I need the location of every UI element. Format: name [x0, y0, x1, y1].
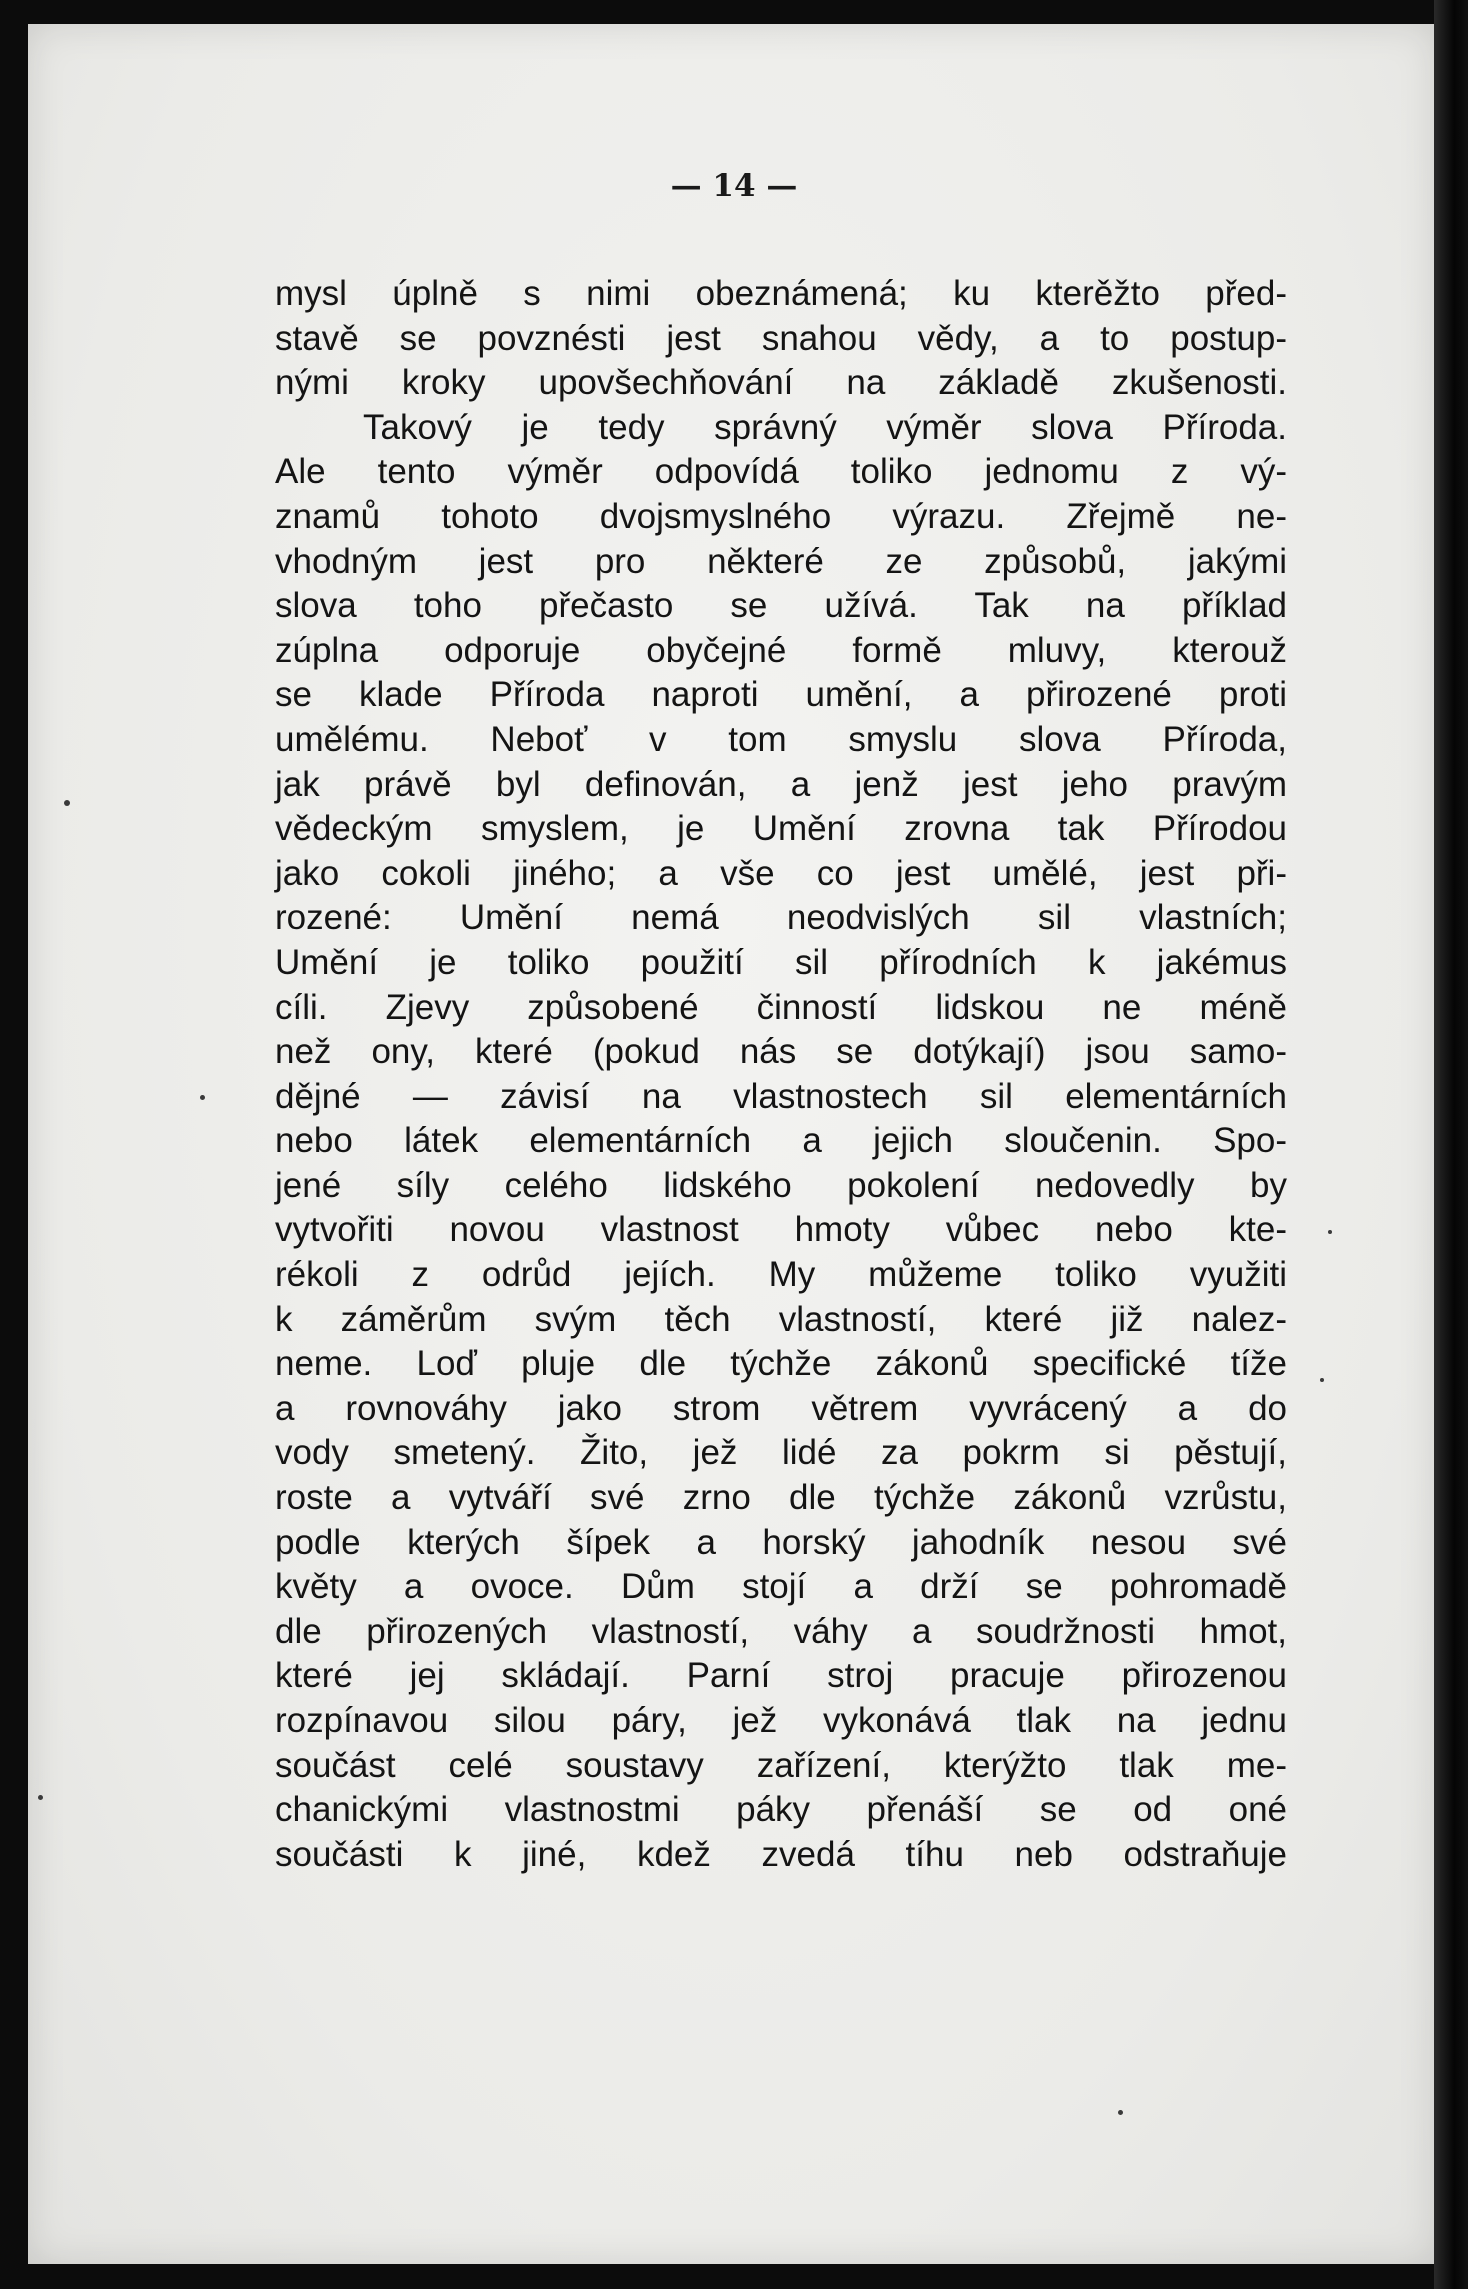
- text-line: součásti k jiné, kdež zvedá tíhu neb odstraňuje: [275, 1834, 1287, 1874]
- paper-speck: [64, 800, 70, 806]
- paper-speck: [1328, 1230, 1332, 1234]
- text-line: umělému. Neboť v tom smyslu slova Příroda,: [275, 719, 1287, 759]
- text-line: mysl úplně s nimi obeznámená; ku kterěžto před-: [275, 274, 1287, 313]
- paper-speck: [1320, 1378, 1324, 1382]
- binding-edge: [1434, 0, 1468, 2289]
- paper-speck: [38, 1795, 43, 1800]
- page-number: — 14 —: [670, 168, 798, 204]
- text-line: zúplna odporuje obyčejné formě mluvy, kterouž: [275, 630, 1287, 670]
- text-line: které jej skládají. Parní stroj pracuje přirozenou: [275, 1656, 1287, 1696]
- text-line: neme. Loď pluje dle týchže zákonů specifické tíže: [275, 1344, 1287, 1384]
- text-line: jako cokoli jiného; a vše co jest umělé, jest při-: [275, 853, 1287, 893]
- body-text: [275, 272, 1287, 1877]
- text-line: chanickými vlastnostmi páky přenáší se od oné: [275, 1790, 1287, 1830]
- text-line: roste a vytváří své zrno dle týchže zákonů vzrůstu,: [275, 1478, 1287, 1518]
- text-line: slova toho přečasto se užívá. Tak na příklad: [275, 586, 1287, 626]
- text-line: Umění je toliko použití sil přírodních k jakémus: [275, 942, 1287, 982]
- text-line: jak právě byl definován, a jenž jest jeho pravým: [275, 764, 1287, 804]
- text-line: vědeckým smyslem, je Umění zrovna tak Přírodou: [275, 809, 1287, 849]
- text-line: vytvořiti novou vlastnost hmoty vůbec nebo kte-: [275, 1210, 1287, 1250]
- paper-speck: [200, 1095, 205, 1100]
- text-line: Takový je tedy správný výměr slova Příroda.: [363, 407, 1287, 447]
- text-line: dle přirozených vlastností, váhy a soudržnosti hmot,: [275, 1611, 1287, 1651]
- text-line: rozpínavou silou páry, jež vykonává tlak na jednu: [275, 1701, 1287, 1740]
- text-line: Ale tento výměr odpovídá toliko jednomu z vý-: [275, 452, 1287, 492]
- text-line: jené síly celého lidského pokolení nedovedly by: [275, 1165, 1287, 1205]
- paper-speck: [1118, 2110, 1123, 2115]
- text-line: dějné — závisí na vlastnostech sil elementárních: [275, 1076, 1287, 1116]
- text-line: nými kroky upovšechňování na základě zkušenosti.: [275, 363, 1287, 403]
- text-line: stavě se povznésti jest snahou vědy, a to postup-: [275, 318, 1287, 358]
- text-line: nebo látek elementárních a jejich sloučenin. Spo-: [275, 1121, 1287, 1161]
- text-line: cíli. Zjevy způsobené činností lidskou ne méně: [275, 987, 1287, 1027]
- text-line: podle kterých šípek a horský jahodník nesou své: [275, 1522, 1287, 1562]
- text-line: květy a ovoce. Dům stojí a drží se pohromadě: [275, 1567, 1287, 1607]
- text-line: součást celé soustavy zařízení, kterýžto tlak me-: [275, 1745, 1287, 1785]
- text-line: znamů tohoto dvojsmyslného výrazu. Zřejmě ne-: [275, 496, 1287, 536]
- text-line: a rovnováhy jako strom větrem vyvrácený a do: [275, 1388, 1287, 1428]
- text-line: vhodným jest pro některé ze způsobů, jakými: [275, 541, 1287, 581]
- text-line: vody smetený. Žito, jež lidé za pokrm si pěstují,: [275, 1433, 1287, 1473]
- text-line: rozené: Umění nemá neodvislých sil vlastních;: [275, 898, 1287, 938]
- text-line: než ony, které (pokud nás se dotýkají) jsou samo-: [275, 1032, 1287, 1072]
- text-line: rékoli z odrůd jejích. My můžeme toliko využiti: [275, 1255, 1287, 1295]
- text-line: se klade Příroda naproti umění, a přirozené proti: [275, 675, 1287, 715]
- text-line: k záměrům svým těch vlastností, které již nalez-: [275, 1299, 1287, 1339]
